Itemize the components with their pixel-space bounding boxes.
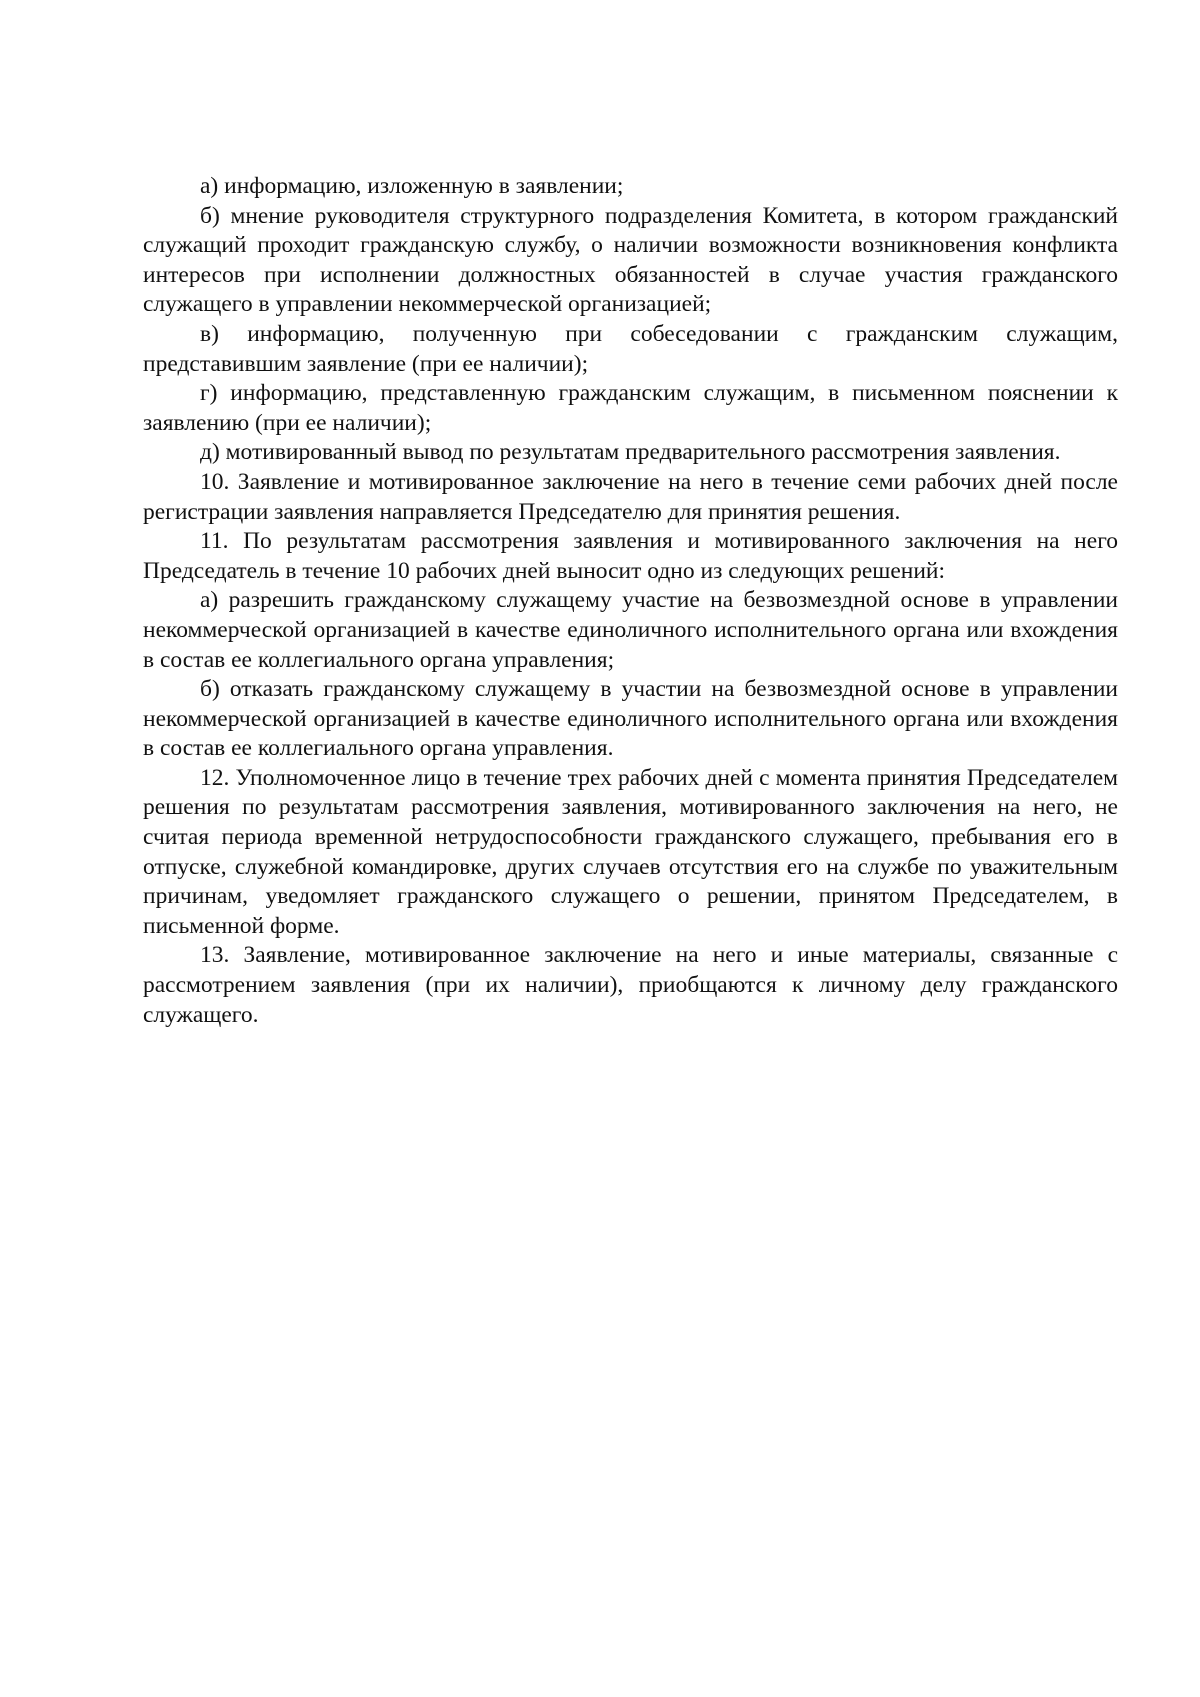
paragraph-clause-12: 12. Уполномоченное лицо в течение трех рабочих дней с момента принятия Председателем решения по результатам рассмотрения заявления, мотивированного заключения на него, не считая периода временной нетрудоспособности гражданского служащего, пребывания его в отпуске, служебной командировке, других случаев отсутствия его на службе по уважительным причинам, уведомляет гражданского служащего о решении, принятом Председателем, в письменной форме. — [143, 764, 1118, 939]
paragraph-clause-10: 10. Заявление и мотивированное заключение на него в течение семи рабочих дней после регистрации заявления направляется Председателю для принятия решения. — [143, 468, 1118, 525]
paragraph-item-a-info-in-application: а) информацию, изложенную в заявлении; — [200, 173, 624, 199]
paragraph-clause-13: 13. Заявление, мотивированное заключение на него и иные материалы, связанные с рассмотрением заявления (при их наличии), приобщаются к личному делу гражданского служащего. — [143, 942, 1118, 1028]
document-page — [143, 172, 1118, 1030]
paragraph-clause-11-item-b-refuse: б) отказать гражданскому служащему в участии на безвозмездной основе в управлении некоммерческой организацией в качестве единоличного исполнительного органа или вхождения в состав ее коллегиального органа управления. — [143, 676, 1118, 762]
paragraph-item-d-reasoned-conclusion: д) мотивированный вывод по результатам предварительного рассмотрения заявления. — [200, 439, 1061, 466]
paragraph-item-g-written-explanation: г) информацию, представленную гражданским служащим, в письменном пояснении к заявлению (при ее наличии); — [143, 380, 1118, 436]
paragraph-item-b-head-opinion: б) мнение руководителя структурного подразделения Комитета, в котором гражданский служащий проходит гражданскую службу, о наличии возможности возникновения конфликта интересов при исполнении должностных обязанностей в случае участия гражданского служащего в управлении некоммерческой организацией; — [143, 202, 1118, 318]
paragraph-clause-11-item-a-permit: а) разрешить гражданскому служащему участие на безвозмездной основе в управлении некоммерческой организацией в качестве единоличного исполнительного органа или вхождения в состав ее коллегиального органа управления; — [143, 587, 1118, 673]
paragraph-item-v-interview-info: в) информацию, полученную при собеседовании с гражданским служащим, представившим заявление (при ее наличии); — [143, 320, 1118, 377]
paragraph-clause-11: 11. По результатам рассмотрения заявления и мотивированного заключения на него Председатель в течение 10 рабочих дней выносит одно из следующих решений: — [143, 528, 1118, 584]
